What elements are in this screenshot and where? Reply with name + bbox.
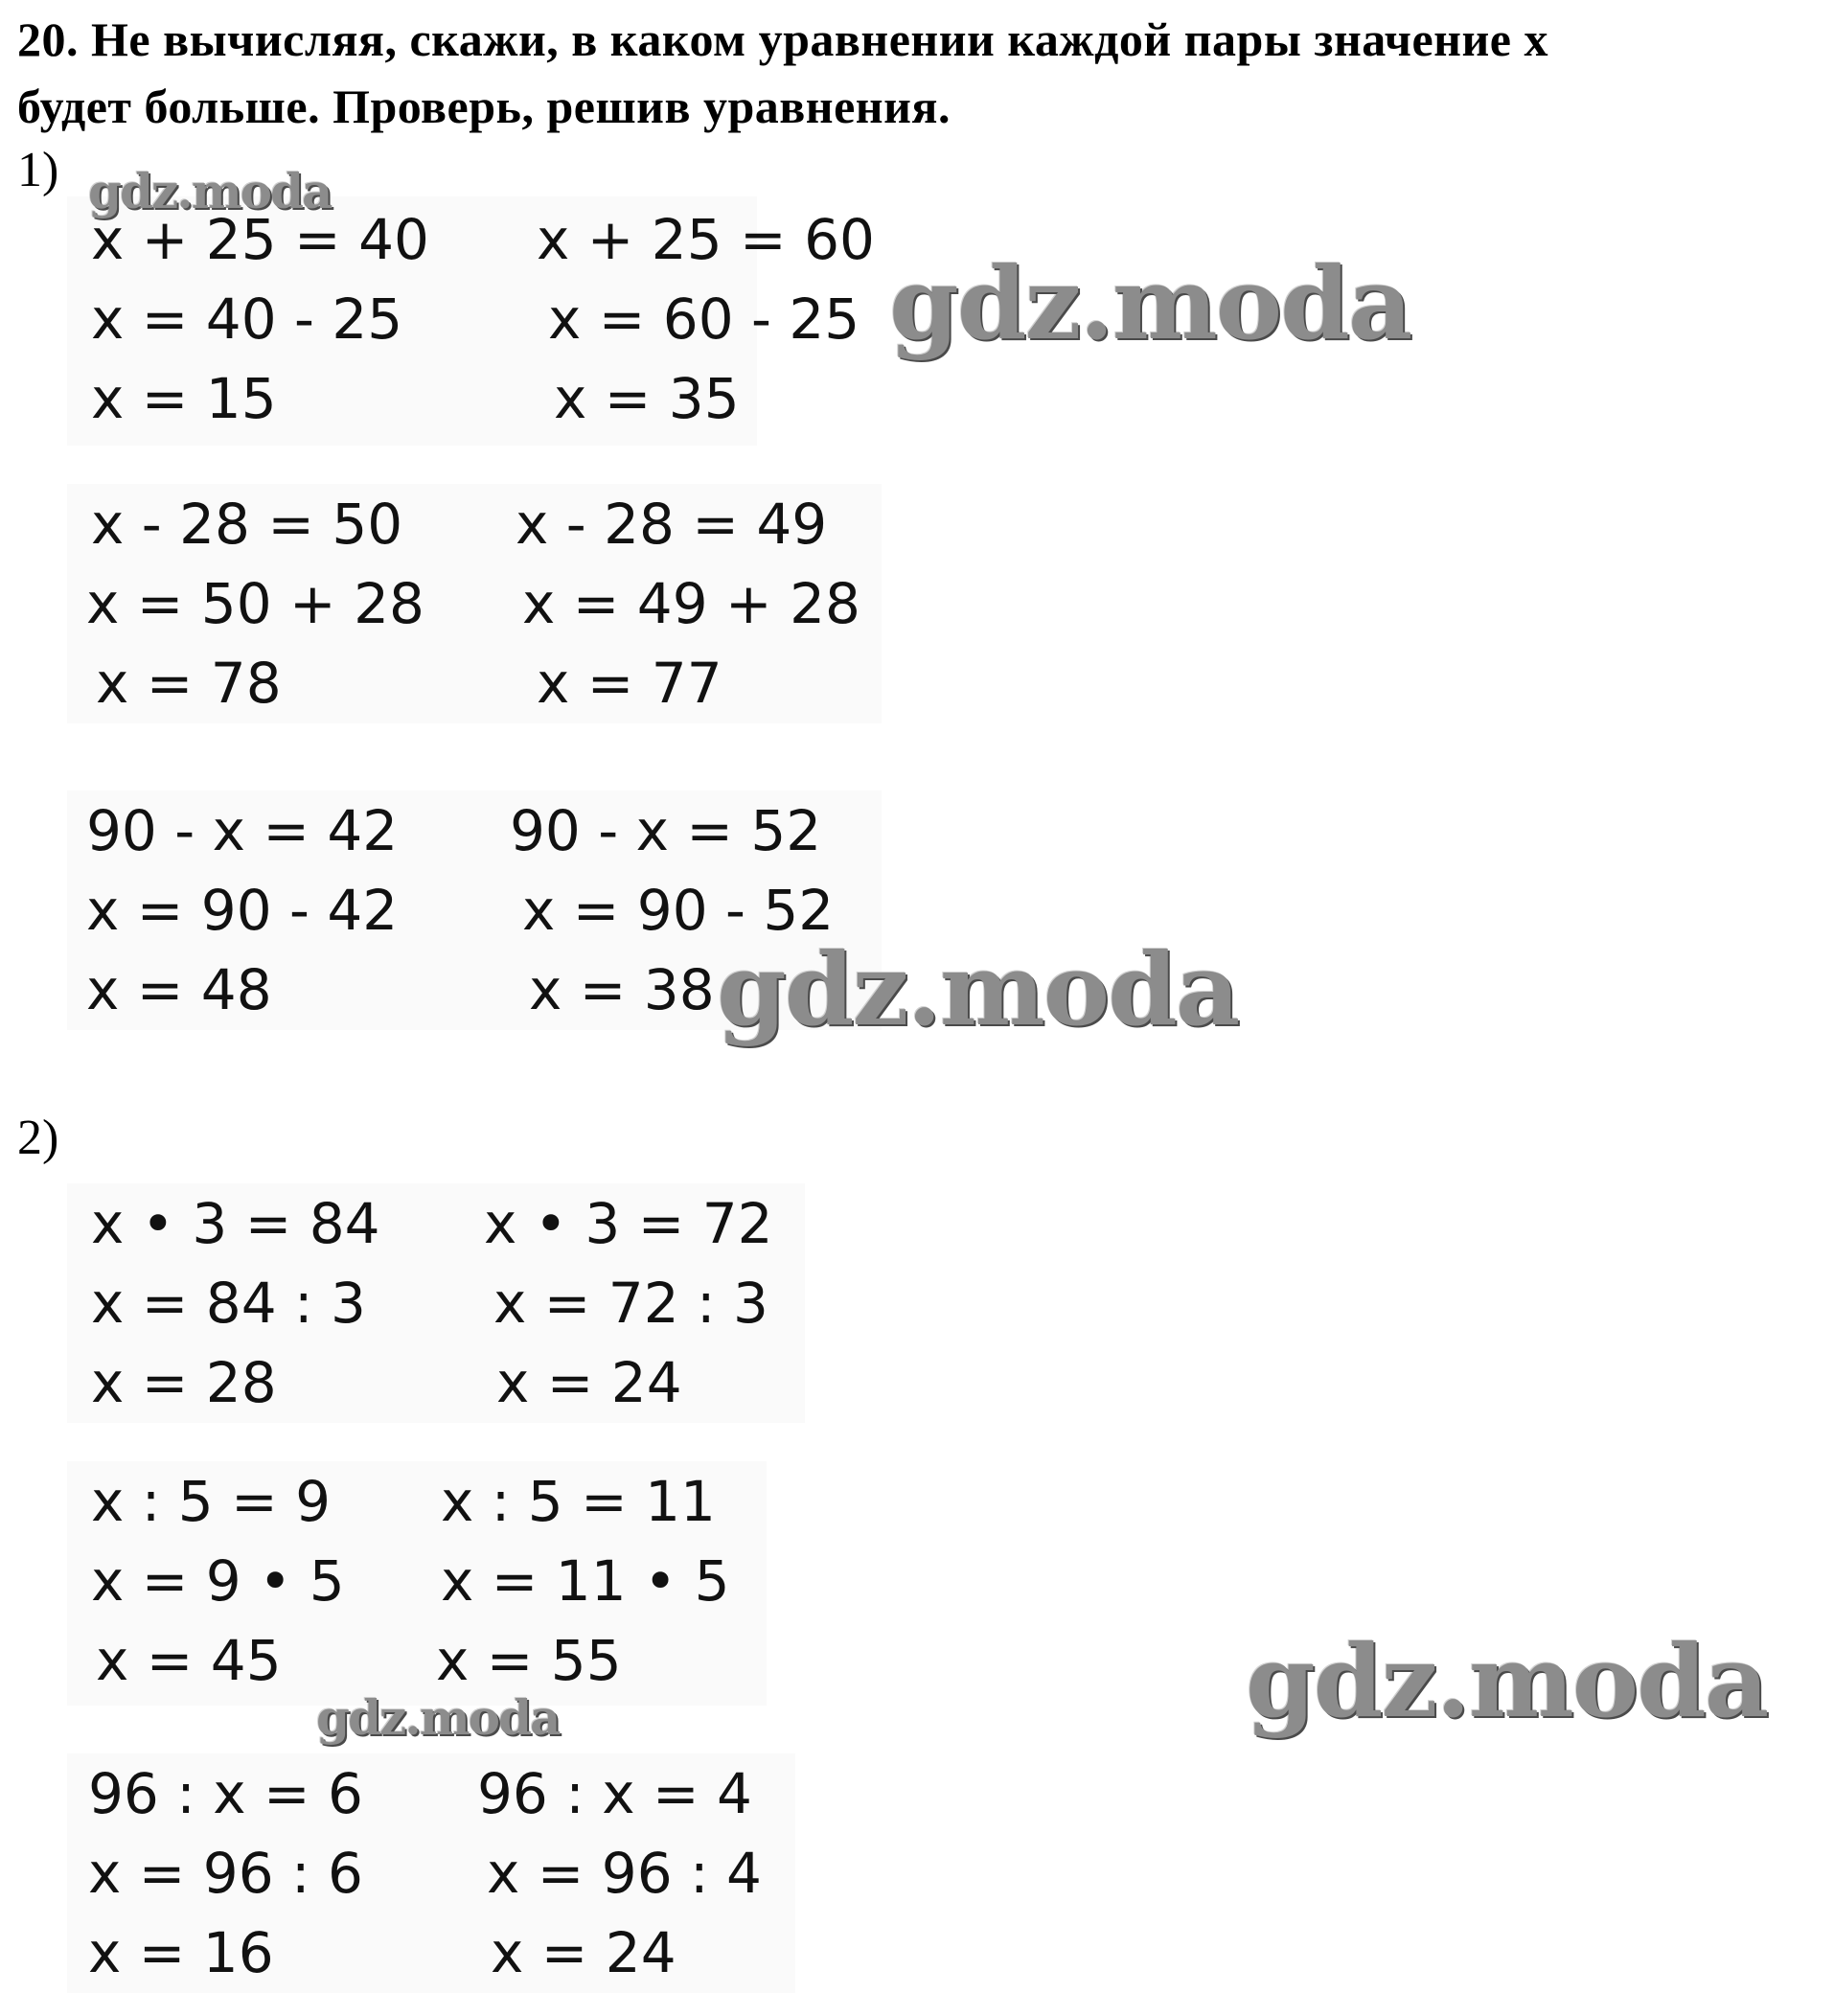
equation-line: x = 11 • 5 (441, 1548, 730, 1614)
equation-line: x = 55 (436, 1628, 622, 1693)
equation-line: x = 48 (86, 957, 272, 1022)
equation-line: x - 28 = 50 (91, 492, 403, 557)
equation-line: x = 50 + 28 (86, 571, 424, 636)
task-statement-line-1: 20. Не вычисляя, скажи, в каком уравнении каждой пары значение х (17, 12, 1548, 66)
equation-line: 90 - x = 52 (510, 798, 822, 863)
equation-line: x = 16 (88, 1920, 274, 1985)
equation-line: x = 60 - 25 (548, 286, 860, 352)
equation-line: x = 84 : 3 (91, 1271, 366, 1336)
equation-line: x = 45 (96, 1628, 282, 1693)
task-statement (17, 6, 1819, 140)
watermark: gdz.moda (316, 1689, 560, 1746)
equation-line: x = 49 + 28 (522, 571, 860, 636)
equation-line: x = 15 (91, 366, 277, 431)
equation-line: x = 24 (491, 1920, 676, 1985)
equation-line: x = 35 (554, 366, 740, 431)
equation-line: x = 78 (96, 651, 282, 716)
watermark: gdz.moda (88, 163, 332, 219)
equation-line: x = 38 (529, 957, 715, 1022)
task-statement-line-2: будет больше. Проверь, решив уравнения. (17, 80, 951, 133)
equation-line: x = 72 : 3 (493, 1271, 768, 1336)
equation-line: x = 77 (537, 651, 722, 716)
watermark: gdz.moda (889, 244, 1411, 362)
watermark: gdz.moda (1246, 1622, 1768, 1740)
watermark: gdz.moda (717, 930, 1239, 1048)
equation-line: x • 3 = 84 (91, 1191, 380, 1256)
equation-line: x + 25 = 40 (91, 207, 429, 272)
part-1-label: 1) (17, 143, 59, 197)
equation-line: x : 5 = 11 (441, 1469, 716, 1534)
equation-line: x = 96 : 4 (487, 1841, 762, 1906)
equation-line: 96 : x = 4 (477, 1761, 752, 1826)
equation-line: x = 24 (496, 1350, 682, 1415)
equation-line: x = 40 - 25 (91, 286, 403, 352)
equation-line: x = 90 - 42 (86, 878, 399, 943)
equation-line: x = 9 • 5 (91, 1548, 345, 1614)
part-2-label: 2) (17, 1111, 59, 1165)
equation-line: x - 28 = 49 (516, 492, 828, 557)
equation-line: x = 28 (91, 1350, 277, 1415)
equation-line: 96 : x = 6 (88, 1761, 363, 1826)
equation-line: x + 25 = 60 (537, 207, 875, 272)
equation-line: x : 5 = 9 (91, 1469, 332, 1534)
equation-line: x = 90 - 52 (522, 878, 835, 943)
equation-line: x = 96 : 6 (88, 1841, 363, 1906)
equation-line: 90 - x = 42 (86, 798, 399, 863)
equation-line: x • 3 = 72 (484, 1191, 773, 1256)
